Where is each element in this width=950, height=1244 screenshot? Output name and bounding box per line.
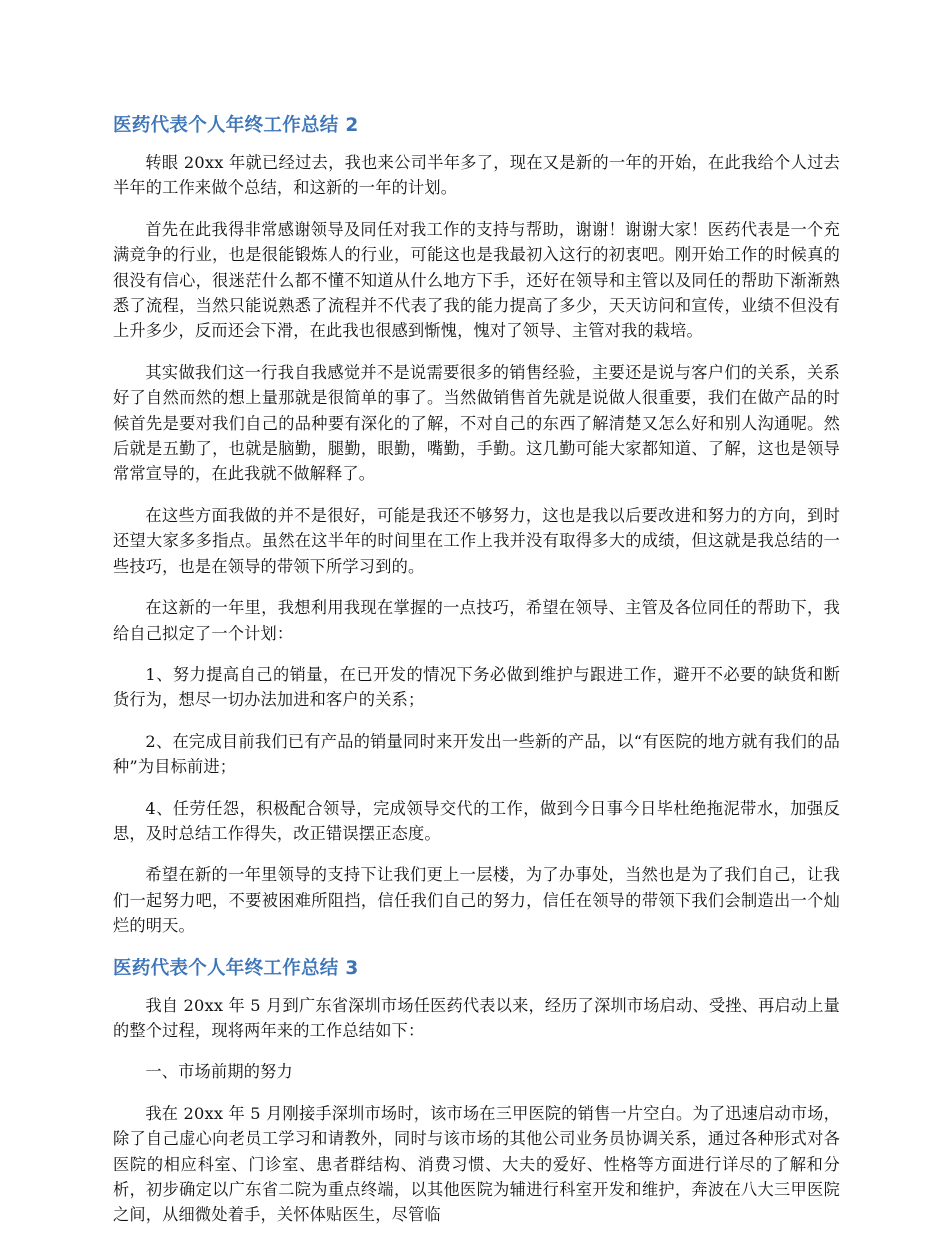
plan-item: 2、在完成目前我们已有产品的销量同时来开发出一些新的产品，以“有医院的地方就有我们的品种”为目标前进； xyxy=(113,731,840,777)
subheading: 一、市场前期的努力 xyxy=(145,1062,293,1082)
section-title: 医药代表个人年终工作总结 2 xyxy=(113,115,359,136)
paragraph: 首先在此我得非常感谢领导及同任对我工作的支持与帮助，谢谢！谢谢大家！医药代表是一个充满竞争的行业，也是很能锻炼人的行业，可能这也是我最初入这行的初衷吧。刚开始工作的时候真的很没有信心，很迷茫什么都不懂不知道从什么地方下手，还好在领导和主管以及同任的帮助下渐渐熟悉了流程，当然只能说熟悉了流程并不代表了我的能力提高了多少，天天访问和宣传，业绩不但没有上升多少，反而还会下滑，在此我也很感到惭愧，愧对了领导、主管对我的栽培。 xyxy=(113,219,840,341)
paragraph: 转眼 20xx 年就已经过去，我也来公司半年多了，现在又是新的一年的开始，在此我给个人过去半年的工作来做个总结，和这新的一年的计划。 xyxy=(113,153,840,198)
section-title: 医药代表个人年终工作总结 3 xyxy=(113,957,359,979)
plan-item: 4、任劳任怨，积极配合领导，完成领导交代的工作，做到今日事今日毕杜绝拖泥带水，加强反思，及时总结工作得失，改正错误摆正态度。 xyxy=(113,798,840,843)
paragraph: 在这新的一年里，我想利用我现在掌握的一点技巧，希望在领导、主管及各位同任的帮助下，我给自己拟定了一个计划： xyxy=(113,598,840,643)
paragraph: 我在 20xx 年 5 月刚接手深圳市场时，该市场在三甲医院的销售一片空白。为了迅速启动市场，除了自己虚心向老员工学习和请教外，同时与该市场的其他公司业务员协调关系，通过各种形式对各医院的相应科室、门诊室、患者群结构、消费习惯、大夫的爱好、性格等方面进行详尽的了解和分析，初步确定以广东省二院为重点终端，以其他医院为辅进行科室开发和维护，奔波在八大三甲医院之间，从细微处着手，关怀体贴医生，尽管临 xyxy=(113,1103,840,1225)
document-page xyxy=(113,112,840,1244)
paragraph: 在这些方面我做的并不是很好，可能是我还不够努力，这也是我以后要改进和努力的方向，到时还望大家多多指点。虽然在这半年的时间里在工作上我并没有取得多大的成绩，但这就是我总结的一些技巧，也是在领导的带领下所学习到的。 xyxy=(113,505,840,576)
paragraph: 我自 20xx 年 5 月到广东省深圳市场任医药代表以来，经历了深圳市场启动、受挫、再启动上量的整个过程，现将两年来的工作总结如下： xyxy=(113,995,840,1040)
paragraph: 其实做我们这一行我自我感觉并不是说需要很多的销售经验，主要还是说与客户们的关系，关系好了自然而然的想上量那就是很简单的事了。当然做销售首先就是说做人很重要，我们在做产品的时候首先是要对我们自己的品种要有深化的了解，不对自己的东西了解清楚又怎么好和别人沟通呢。然后就是五勤了，也就是脑勤，腿勤，眼勤，嘴勤，手勤。这几勤可能大家都知道、了解，这也是领导常常宣导的，在此我就不做解释了。 xyxy=(113,362,840,484)
plan-item: 1、努力提高自己的销量，在已开发的情况下务必做到维护与跟进工作，避开不必要的缺货和断货行为，想尽一切办法加进和客户的关系； xyxy=(113,664,840,710)
paragraph: 希望在新的一年里领导的支持下让我们更上一层楼，为了办事处，当然也是为了我们自己，让我们一起努力吧，不要被困难所阻挡，信任我们自己的努力，信任在领导的带领下我们会制造出一个灿烂的明天。 xyxy=(113,865,840,936)
